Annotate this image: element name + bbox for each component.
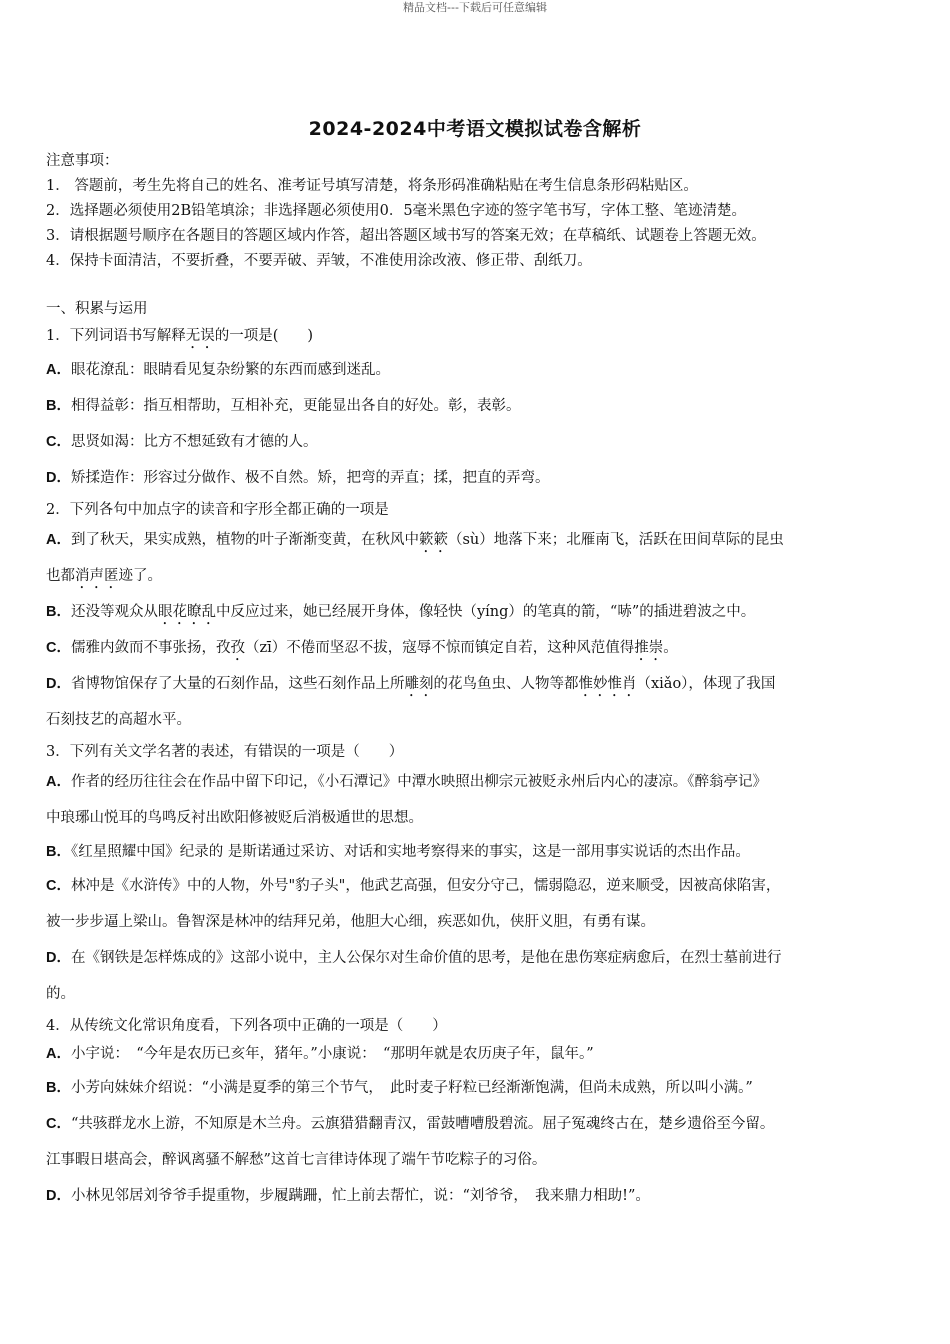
question-stem — [46, 324, 904, 352]
option-label: C． — [46, 878, 71, 894]
option-b — [46, 836, 904, 868]
option-label: B． — [46, 604, 71, 620]
option-label: A． — [46, 1046, 71, 1062]
stem-text: 的一项是( ) — [214, 328, 314, 344]
option-text: 省博物馆保存了大量的石刻作品，这些石刻作品上所 — [70, 676, 405, 692]
emphasized-text: 无误 — [185, 328, 215, 344]
section-heading: 一、积累与运用 — [46, 301, 148, 317]
question-stem: 4．从传统文化常识角度看，下列各项中正确的一项是（ ） — [46, 1018, 447, 1034]
emphasized-text: 消声匿 — [75, 568, 119, 584]
option-text: 迹了。 — [118, 568, 162, 584]
notice-heading: 注意事项： — [46, 153, 119, 169]
emphasized-text: 眼花瞭乱 — [157, 604, 216, 620]
option-a — [46, 522, 904, 558]
option-label: C． — [46, 434, 71, 450]
option-label: D． — [46, 1188, 71, 1204]
question-4 — [46, 1014, 904, 1214]
option-text: （sù）地落下来；北雁南飞，活跃在田间草际的昆虫 — [447, 532, 784, 548]
option-label: A． — [46, 774, 71, 790]
option-label: C． — [46, 640, 71, 656]
question-3 — [46, 740, 904, 1012]
option-text: （xiǎo），体现了我国 — [636, 676, 776, 692]
option-d — [46, 666, 904, 702]
question-2 — [46, 498, 904, 738]
option-text: 在《钢铁是怎样炼成的》这部小说中，主人公保尔对生命价值的思考，是他在患伤寒症病愈后，在烈士墓前进行 — [70, 950, 782, 966]
emphasized-text: 簌簌 — [418, 532, 448, 548]
option-label: A． — [46, 532, 71, 548]
option-text: 矫揉造作：形容过分做作、极不自然。矫，把弯的弄直；揉，把直的弄弯。 — [70, 470, 550, 486]
emphasized-text: 惟妙惟肖 — [578, 676, 637, 692]
option-text: 思贤如渴：比方不想延致有才德的人。 — [70, 434, 318, 450]
option-label: B． — [46, 1080, 71, 1096]
option-text: 也都 — [46, 568, 75, 584]
option-text: 林冲是《水浒传》中的人物，外号"豹子头"，他武艺高强，但安分守己，懦弱隐忍，逆来顺受，因被高俅陷害， — [70, 878, 781, 894]
notice-item-3: 3．请根据题号顺序在各题目的答题区域内作答，超出答题区域书写的答案无效；在草稿纸、试题卷上答题无效。 — [46, 228, 766, 244]
emphasized-text: 孜 — [230, 640, 245, 656]
option-d-continued: 石刻技艺的高超水平。 — [46, 712, 191, 728]
option-b — [46, 388, 904, 424]
option-label: B． — [46, 398, 71, 414]
notice-item-2: 2．选择题必须使用2B铅笔填涂；非选择题必须使用0．5毫米黑色字迹的签字笔书写，字体工整、笔迹清楚。 — [46, 203, 747, 219]
option-c — [46, 630, 904, 666]
option-b — [46, 594, 904, 630]
option-d — [46, 940, 904, 976]
option-a — [46, 352, 904, 388]
option-label: D． — [46, 950, 71, 966]
notice-item-1: 1． 答题前，考生先将自己的姓名、准考证号填写清楚，将条形码准确粘贴在考生信息条形码粘贴区。 — [46, 178, 698, 194]
emphasized-text: 雕刻 — [404, 676, 434, 692]
option-c — [46, 1106, 904, 1142]
option-label: A． — [46, 362, 71, 378]
option-text: 的花鸟鱼虫、人物等都 — [433, 676, 579, 692]
option-d — [46, 1178, 904, 1214]
option-text: 儒雅内敛而不事张扬，孜 — [70, 640, 231, 656]
option-text: 还没等观众从 — [70, 604, 158, 620]
option-a — [46, 764, 904, 800]
document-body — [46, 149, 904, 1214]
option-a-continued — [46, 558, 904, 594]
notice-block — [46, 149, 904, 274]
option-text: 中反应过来，她已经展开身体，像轻快（yíng）的笔真的箭，“哧”的插进碧波之中。 — [215, 604, 756, 620]
option-a — [46, 1038, 904, 1070]
option-c — [46, 868, 904, 904]
page-header-watermark: 精品文档---下载后可任意编辑 — [403, 1, 547, 14]
option-text: 相得益彰：指互相帮助，互相补充，更能显出各自的好处。彰，表彰。 — [70, 398, 521, 414]
option-text: 眼花潦乱：眼睛看见复杂纷繁的东西而感到迷乱。 — [70, 362, 390, 378]
question-stem: 2．下列各句中加点字的读音和字形全都正确的一项是 — [46, 502, 389, 518]
option-text: 。 — [663, 640, 678, 656]
option-text: 作者的经历往往会在作品中留下印记，《小石潭记》中潭水映照出柳宗元被贬永州后内心的凄凉。《醉翁亭记》 — [70, 774, 767, 790]
option-c-continued: 被一步步逼上梁山。鲁智深是林冲的结拜兄弟，他胆大心细，疾恶如仇，侠肝义胆，有勇有谋。 — [46, 914, 655, 930]
emphasized-text: 推崇 — [634, 640, 664, 656]
option-label: D． — [46, 676, 71, 692]
option-text: 《红星照耀中国》纪录的 是斯诺通过采访、对话和实地考察得来的事实，这是一部用事实说话的杰出作品。 — [70, 844, 750, 860]
option-d — [46, 460, 904, 496]
option-c — [46, 424, 904, 460]
option-text: 小宇说： “今年是农历已亥年，猪年。”小康说： “那明年就是农历庚子年，鼠年。” — [70, 1046, 594, 1062]
option-label: C． — [46, 1116, 71, 1132]
question-stem: 3．下列有关文学名著的表述，有错误的一项是（ ） — [46, 744, 404, 760]
option-text: 小芳向妹妹介绍说：“小满是夏季的第三个节气， 此时麦子籽粒已经渐渐饱满，但尚未成熟，所以叫小满。” — [70, 1080, 753, 1096]
notice-item-4: 4．保持卡面清洁，不要折叠，不要弄破、弄皱，不准使用涂改液、修正带、刮纸刀。 — [46, 253, 592, 269]
option-text: 到了秋天，果实成熟，植物的叶子渐渐变黄，在秋风中 — [70, 532, 419, 548]
option-a-continued: 中琅琊山悦耳的鸟鸣反衬出欧阳修被贬后消极遁世的思想。 — [46, 810, 423, 826]
question-1 — [46, 324, 904, 496]
option-label: B． — [46, 844, 71, 860]
option-d-continued: 的。 — [46, 986, 75, 1002]
stem-text: 1．下列词语书写解释 — [46, 328, 186, 344]
option-c-continued: 江事暇日堪高会，醉讽离骚不解愁”这首七言律诗体现了端午节吃粽子的习俗。 — [46, 1152, 547, 1168]
option-text: （zī）不倦而坚忍不拔，寇辱不惊而镇定自若，这种风范值得 — [244, 640, 635, 656]
option-text: “共骇群龙水上游，不知原是木兰舟。云旗猎猎翻青汉，雷鼓嘈嘈殷碧流。屈子冤魂终古在，楚乡遗俗至今留。 — [70, 1116, 775, 1132]
option-text: 小林见邻居刘爷爷手提重物，步履蹒跚，忙上前去帮忙，说：“刘爷爷， 我来鼎力相助!”。 — [70, 1188, 650, 1204]
document-title: 2024-2024中考语文模拟试卷含解析 — [308, 118, 642, 140]
option-label: D． — [46, 470, 71, 486]
option-b — [46, 1070, 904, 1106]
